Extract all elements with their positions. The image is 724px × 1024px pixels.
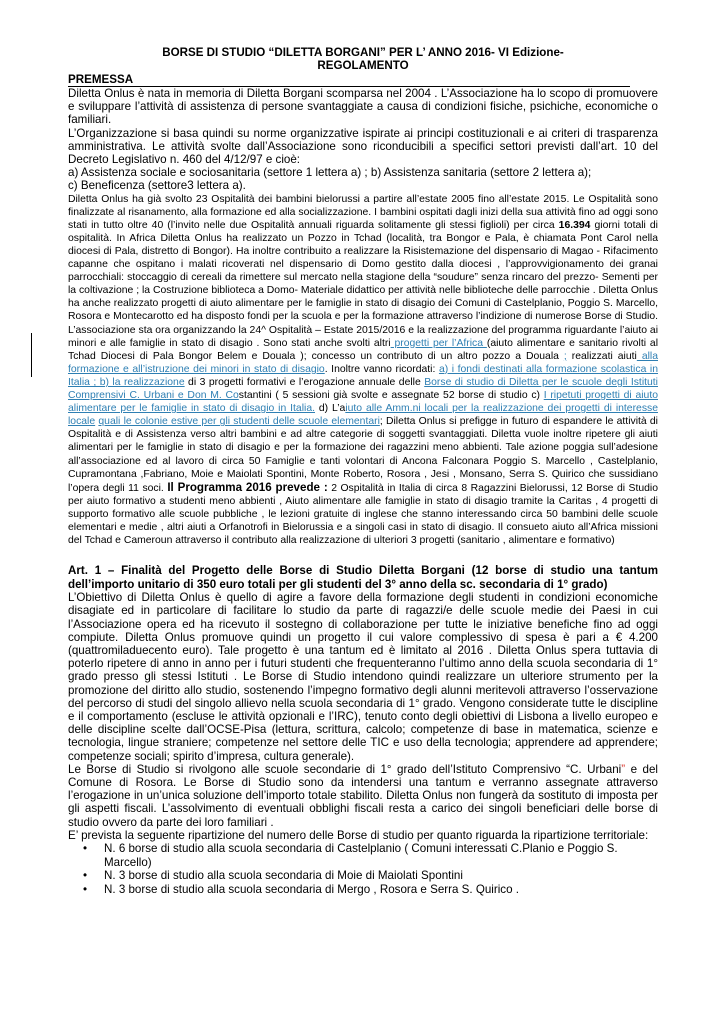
days-count: 16.394 — [558, 219, 591, 231]
history-text: realizzati aiuti — [566, 350, 637, 362]
link-borse-studio-istituti[interactable]: Borse di studio di Diletta per le scuole degli Istituti Comprensivi C. Urbani e Don M. Co — [68, 376, 658, 402]
history-text: (aiuto alimentare e sanitario rivolti al Tchad Diocesi di Pala Bongor Belem e Douala ); concesso un contributo di un altro pozzo a Douala — [68, 337, 658, 362]
article-1-heading: Art. 1 – Finalità del Progetto delle Borse di Studio Diletta Borgani (12 borse di studio una tantum dell’importo unitario di 350 euro totali per gli studenti del 3° anno della sc. secondaria di 1° grado) — [68, 564, 658, 591]
link-colonie-estive[interactable]: quali le colonie estive per gli studenti delle scuole elementari — [98, 416, 380, 428]
link-fondi-formazione[interactable]: a) i fondi destinati alla formazione scolastica in Italia ; b) la realizzazione — [68, 363, 659, 388]
intro-paragraph-4: c) Beneficenza (settore3 lettera a). — [68, 179, 246, 193]
red-quote-mark: ” — [621, 762, 626, 776]
link-formazione-minori[interactable]: alla formazione e all’istruzione dei minori in stato di disagio — [68, 350, 658, 375]
list-item-text: N. 3 borse di studio alla scuola secondaria di Mergo , Rosora e Serra S. Quirico . — [104, 882, 519, 896]
article-text: Le Borse di Studio si rivolgono alle scuole secondarie di 1° grado dell’Istituto Comprensivo “C. Urbani — [68, 762, 622, 776]
intro-paragraph-3: a) Assistenza sociale e sociosanitaria (settore 1 lettera a) ; b) Assistenza sanitaria (settore 2 lettera a); — [68, 166, 592, 180]
list-item — [83, 842, 658, 869]
bullet-icon: • — [83, 882, 88, 896]
history-text: . Inoltre vanno ricordati: — [324, 363, 439, 375]
link-aiuto-amministrazioni[interactable]: iuto alle Amm.ni locali per la realizzazione dei progetti di interesse locale — [68, 403, 658, 428]
doc-title-line2: REGOLAMENTO — [317, 59, 409, 72]
history-text: di 3 progetti formativi e l’erogazione annuale delle — [184, 376, 425, 388]
history-text: Diletta Onlus ha già svolto 23 Ospitalità dei bambini bielorussi a partire all’estate 2005 fino all’estate 2015. Le Ospitalità sono finalizzate al risanamento, alla formazione ed alla socializzazione. I bambini ospitati dagli inizi della sua attività fino ad oggi sono stati in tutto oltre 40 (l’invito nelle due Ospitalità annuali riguarda solitamente gli stessi figlioli) per circa — [68, 193, 658, 231]
history-paragraph — [68, 193, 658, 548]
history-text: stantini ( 5 sessioni già svolte e assegnate 52 borse di studio c) — [238, 390, 544, 402]
article-text: e del Comune di Rosora. Le Borse di Studio sono da intendersi una tantum e verranno assegnate attraverso l’erogazione in un’unica soluzione dell’importo totale stabilito. Diletta Onlus non fungerà da sostituto di imposta per gli aspetti fiscali. L’assolvimento di eventuali obblighi fiscali resta a carico dei singoli beneficiari delle borse di studio ovvero da parte dei loro familiari . — [68, 762, 658, 829]
margin-change-bar — [31, 333, 32, 377]
link-semicolon[interactable]: ; — [563, 350, 567, 362]
intro-paragraph-1: Diletta Onlus è nata in memoria di Diletta Borgani scomparsa nel 2004 . L’Associazione ha lo scopo di promuovere e sviluppare l’attività di assistenza di persone svantaggiate a causa di condizioni fisiche, psichiche, economiche o familiari. — [68, 87, 658, 127]
premessa-heading: PREMESSA — [68, 73, 630, 87]
list-item — [83, 882, 658, 897]
list-item — [83, 869, 658, 883]
bullet-icon: • — [83, 842, 88, 856]
article-1-paragraph-2 — [68, 763, 658, 829]
doc-title-line1: BORSE DI STUDIO “DILETTA BORGANI” PER L’ ANNO 2016- VI Edizione- — [162, 46, 564, 59]
article-1-paragraph-1: L’Obiettivo di Diletta Onlus è quello di agire a favore della formazione degli studenti in condizioni economiche disagiate ed in particolare di facilitare lo studio da parte di ragazzi/e delle scuole medie dei Paesi in cui l’Associazione opera ed ha ricevuto il sostegno di collaborazione per tutte le iniziative benefiche fino ad oggi compiute. Diletta Onlus promuove quindi un progetto il cui valore complessivo di spesa è pari a € 4.200 (quattromiladuecento euro). Tale progetto è una tantum ed è limitato al 2016 . Diletta Onlus spera tuttavia di poterlo ripetere di anno in anno per i futuri studenti che frequenteranno l’ultimo anno della scuola secondaria di 1° grado presso gli stessi Istituti . Le Borse di Studio intendono quindi realizzare un ulteriore strumento per la promozione del diritto allo studio, sostenendo l’impegno formativo degli alunni meritevoli attraverso l’osservazione del percorso di studi del singolo allievo nella scuola secondaria di 1° grado. Vengono considerate tutte le discipline e il comportamento (escluse le attività opzionali e l’IRC), tenuto conto degli obiettivi di Lisbona a livello europeo e delle discipline scelte dall’OCSE-Pisa (lettura, scrittura, calcolo; competenze di base in matematica, scienze e tecnologia, lingue straniere; competenze nel settore delle TIC e uso della tecnologia; apprendere ad apprendere; competenze sociali; spirito d’impresa, cultura generale). — [68, 591, 658, 763]
document-page — [68, 46, 658, 896]
bullet-icon: • — [83, 869, 88, 883]
list-item-text: N. 3 borse di studio alla scuola secondaria di Moie di Maiolati Spontini — [104, 869, 463, 883]
intro-paragraph-2: L’Organizzazione si basa quindi su norme organizzative ispirate ai principi costituzionali e ai criteri di trasparenza amministrativa. Le attività svolte dall’Associazione sono riconducibili a specifici settori previsti dall’art. 10 del Decreto Legislativo n. 460 del 4/12/97 e cioè: — [68, 126, 658, 167]
history-text: ; Diletta Onlus si prefigge in futuro di espandere le attività di Ospitalità e di Assistenza verso altri bambini e ad altre categorie di soggetti svantaggiati. Diletta vuole inoltre ripetere gli aiuti alimentari per le famiglie in stato di disagio e per la formazione dei ragazzini meno abbienti. Tale azione poggia sull’adesione all’associazione ed al lavoro di circa 50 Famiglie e tanti volontari di Ancona Falconara Poggio S. Marcello , Castelplanio, Cupramontana ,Fabriano, Moie e Maiolati Spontini, Monte Roberto, Rosora , Jesi , Monsano, Serra S. Quirico che sussidiano l’opera degli 11 soci. — [68, 416, 658, 494]
programma-2016-label: Il Programma 2016 prevede : — [167, 480, 328, 494]
history-text: 2 Ospitalità in Italia di circa 8 Ragazzini Bielorussi, 12 Borse di Studio per aiuto formativo a studenti meno abbienti , Aiuto alimentare alle famiglie in stato di disagio tramite la Caritas , 4 progetti di supporto formativo alle scuole pubbliche , le lezioni gratuite di inglese che stanno interessando circa 50 bambini delle scuole elementari e medie , altri aiuti a Orfanotrofi in Bielorussia e a singoli casi in stato di disagio. Il consueto aiuto all’Africa missioni del Tchad e Cameroun attraverso il contributo alla realizzazione di ulteriori 3 progetti (sanitario , alimentare e formativo) — [68, 482, 658, 547]
article-1-paragraph-3: E’ prevista la seguente ripartizione del numero delle Borse di studio per quanto riguarda la ripartizione territoriale: — [68, 828, 649, 842]
list-item-text: N. 6 borse di studio alla scuola secondaria di Castelplanio ( Comuni interessati C.Planio e Poggio S. Marcello) — [104, 842, 618, 869]
scholarship-distribution-list — [68, 842, 658, 896]
link-aiuto-alimentare[interactable]: I ripetuti progetti di aiuto alimentare per le famiglie in stato di disagio in Italia. — [68, 390, 658, 415]
history-text: giorni totali di ospitalità. In Africa Diletta Onlus ha realizzato un Pozzo in Tchad (località, tra Bongor e Pala, è chiamata Pont Carol nella diocesi di Pala, distretto di Bongor). Ha inoltre contribuito a realizzare la Risistemazione del dispensario di Magao - Rifacimento capanne che ospitano i malati ricoverati nel dispensario di Domo gestito dalla diocesi , l’approvvigionamento dei granai parrocchiali: stoccaggio di cereali da rimettere sul mercato nella stagione della “soudure” senza rincaro del prezzo- Sementi per la coltivazione ; la Costruzione biblioteca a Domo- Materiale didattico per attività nelle biblioteche delle parrocchie . Diletta Onlus ha anche realizzato progetti di aiuto alimentare per le famiglie in stato di disagio dei Comuni di Castelplanio, Poggio S. Marcello, Rosora e Montecarotto ed ha disposto fondi per la scuola e per la formazione attraverso l’indizione di numerose Borse di Studio. L’associazione sta ora organizzando la 24^ Ospitalità – Estate 2015/2016 e la realizzazione del programma riguardante l’aiuto ai minori e alle famiglie in stato di disagio . Sono stati anche svolti altri — [68, 219, 658, 349]
link-progetti-africa[interactable]: progetti per l’Africa — [390, 337, 487, 349]
history-text: d) L’a — [315, 403, 346, 415]
